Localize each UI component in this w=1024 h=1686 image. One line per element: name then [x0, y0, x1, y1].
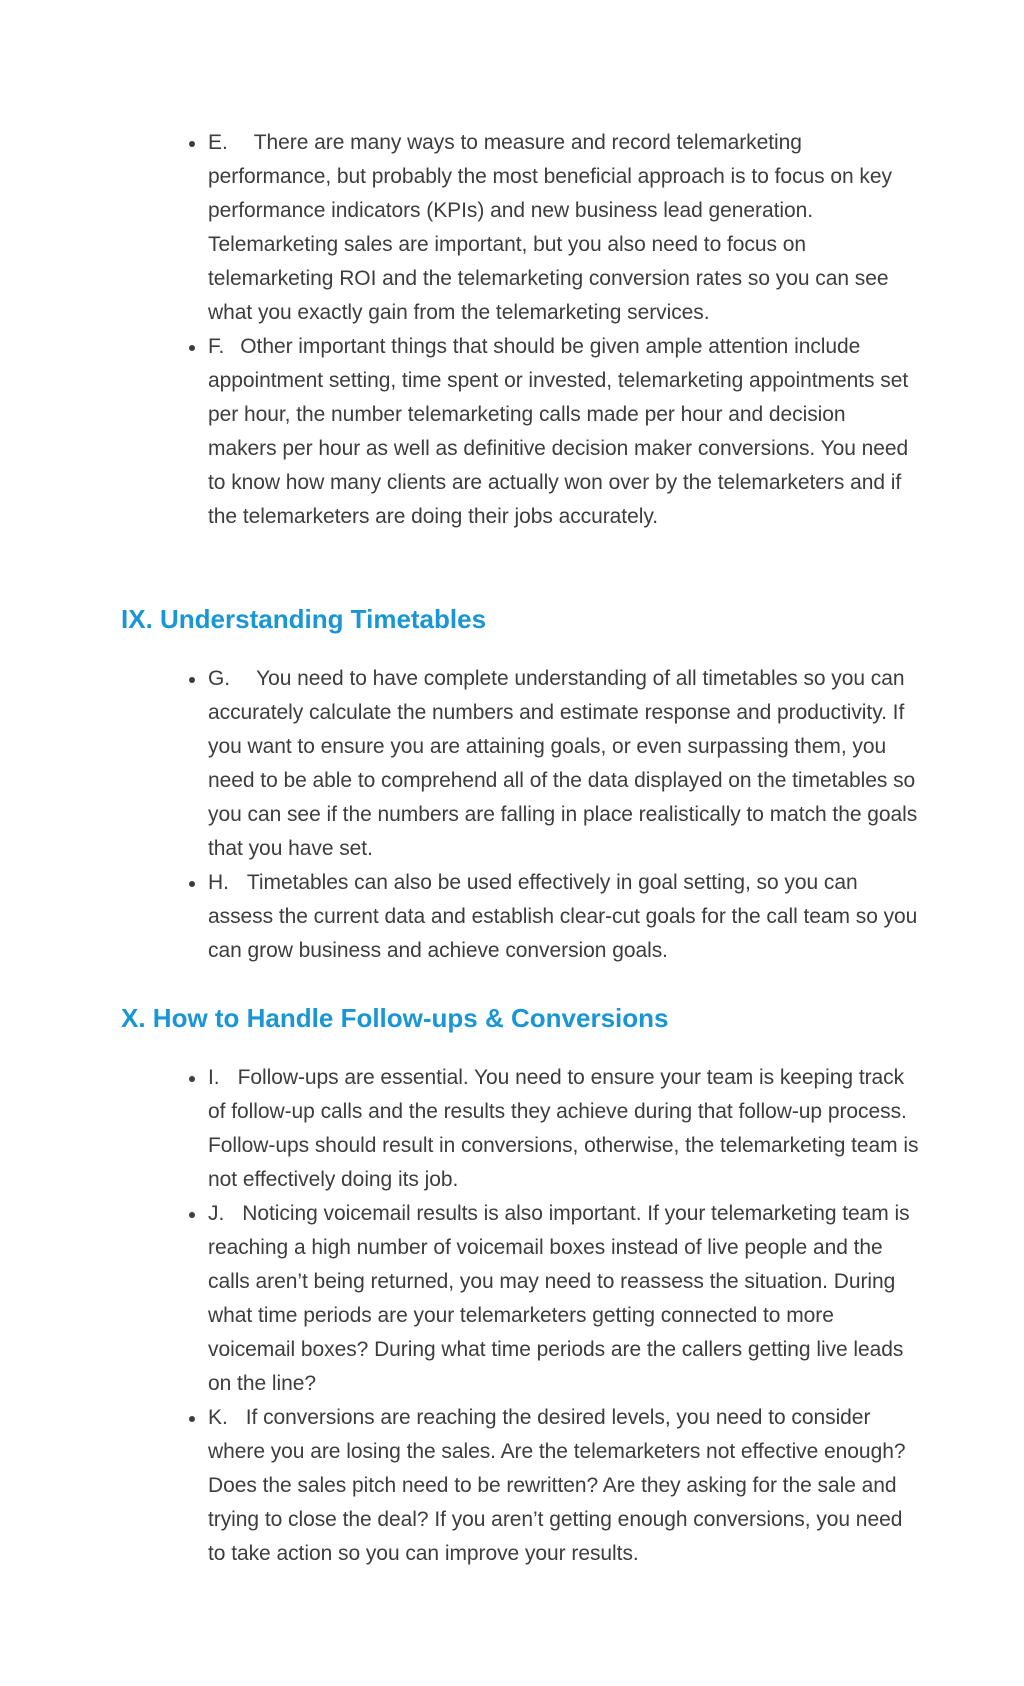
item-letter: I. — [208, 1066, 220, 1089]
item-text: Noticing voicemail results is also important. If your telemarketing team is reaching a high number of voicemail boxes instead of live people and the calls aren’t being returned, you may need to reassess the situation. During what time periods are your telemarketers getting connected to more voicemail boxes? During what time periods are the callers getting live leads on the line? — [208, 1202, 910, 1395]
item-letter: E. — [208, 131, 228, 154]
item-letter: F. — [208, 335, 225, 358]
item-text: Follow-ups are essential. You need to ensure your team is keeping track of follow-up calls and the results they achieve during that follow-up process. Follow-ups should result in conversions, otherwise, the telemarketing team is not effectively doing its job. — [208, 1066, 919, 1191]
item-text: You need to have complete understanding of all timetables so you can accurately calculate the numbers and estimate response and productivity. If you want to ensure you are attaining goals, or even surpassing them, you need to be able to comprehend all of the data displayed on the timetables so you can see if the numbers are falling in place realistically to match the goals that you have set. — [208, 667, 918, 860]
item-letter: G. — [208, 667, 231, 690]
list-item — [189, 330, 919, 534]
list-item — [189, 866, 919, 968]
list-item — [189, 126, 919, 330]
list-item — [189, 1061, 919, 1197]
item-text: There are many ways to measure and record telemarketing performance, but probably the most beneficial approach is to focus on key performance indicators (KPIs) and new business lead generation. Telemarketing sales are important, but you also need to focus on telemarketing ROI and the telemarketing conversion rates so you can see what you exactly gain from the telemarketing services. — [208, 131, 892, 324]
item-text: Other important things that should be given ample attention include appointment setting, time spent or invested, telemarketing appointments set per hour, the number telemarketing calls made per hour and decision makers per hour as well as definitive decision maker conversions. You need to know how many clients are actually won over by the telemarketers and if the telemarketers are doing their jobs accurately. — [208, 335, 909, 528]
list-item — [189, 1401, 919, 1571]
bullet-list-timetables — [189, 662, 919, 968]
item-text: Timetables can also be used effectively in goal setting, so you can assess the current data and establish clear-cut goals for the call team so you can grow business and achieve conversion goals. — [208, 871, 918, 962]
item-letter: H. — [208, 871, 229, 894]
bullet-list-follow-ups — [189, 1061, 919, 1571]
item-letter: K. — [208, 1406, 228, 1429]
list-item — [189, 1197, 919, 1401]
bullet-list-kpis — [189, 126, 919, 534]
item-text: If conversions are reaching the desired levels, you need to consider where you are losing the sales. Are the telemarketers not effective enough? Does the sales pitch need to be rewritten? Are they asking for the sale and trying to close the deal? If you aren’t getting enough conversions, you need to take action so you can improve your results. — [208, 1406, 906, 1565]
section-heading-follow-ups: X. How to Handle Follow-ups & Conversions — [121, 1003, 669, 1033]
list-item — [189, 662, 919, 866]
section-heading-timetables: IX. Understanding Timetables — [121, 604, 487, 634]
item-letter: J. — [208, 1202, 225, 1225]
